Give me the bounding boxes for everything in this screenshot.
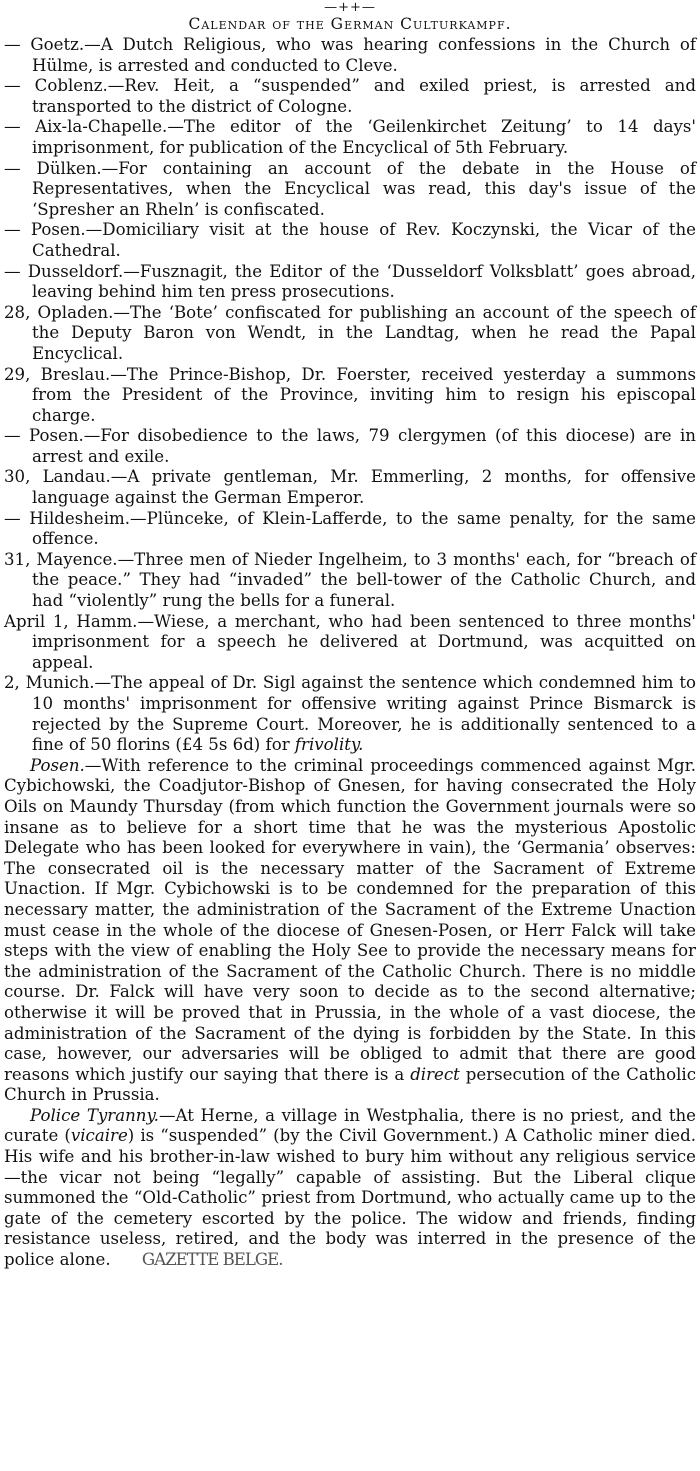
article-paragraph-police-tyranny: [4, 1106, 696, 1271]
paragraph-lead: Posen.: [30, 755, 85, 775]
calendar-entry: — Coblenz.—Rev. Heit, a “suspended” and exiled priest, is arrested and transported to the district of Cologne.: [4, 76, 696, 116]
paragraph-text-after: persecution of the Catholic Church in Prussia.: [4, 1064, 697, 1105]
italic-word: frivolity.: [294, 735, 364, 755]
paragraph-lead: Police Tyranny.: [30, 1105, 159, 1125]
calendar-entry: — Goetz.—A Dutch Religious, who was hearing confessions in the Church of Hülme, is arrested and conducted to Cleve.: [4, 35, 696, 75]
calendar-entry: — Aix-la-Chapelle.—The editor of the ‘Geilenkirchet Zeitung’ to 14 days' imprisonment, for publication of the Encyclical of 5th February.: [4, 117, 696, 157]
header-ornament: —++—: [324, 0, 376, 15]
calendar-entry: — Hildesheim.—Plünceke, of Klein-Lafferde, to the same penalty, for the same offence.: [4, 508, 696, 549]
calendar-entries: [4, 35, 696, 756]
calendar-entry: — Posen.—For disobedience to the laws, 79 clergymen (of this diocese) are in arrest and exile.: [4, 426, 696, 466]
calendar-entry: — Dusseldorf.—Fusznagit, the Editor of the ‘Dusseldorf Volksblatt’ goes abroad, leaving behind him ten press prosecutions.: [4, 261, 696, 302]
calendar-entry: 31, Mayence.—Three men of Nieder Ingelheim, to 3 months' each, for “breach of the peace.” They had “invaded” the bell-tower of the Catholic Church, and had “violently” rung the bells for a funeral.: [4, 549, 696, 611]
calendar-entry: — Posen.—Domiciliary visit at the house of Rev. Koczynski, the Vicar of the Cathedral.: [4, 220, 696, 260]
paragraph-text: —With reference to the criminal proceedings commenced against Mgr. Cybichowski, the Coadjutor-Bishop of Gnesen, for having consecrated the Holy Oils on Maundy Thursday (from which function the Government journals were so insane as to believe for a short time that he was the mysterious Apostolic Delegate who has been looked for everywhere in vain), the ‘Germania’ observes: The consecrated oil is the necessary matter of the Sacrament of Extreme Unaction. If Mgr. Cybichowski is to be condemned for the preparation of this necessary matter, the administration of the Sacrament of the Extreme Unaction must cease in the whole of the diocese of Gnesen-Posen, or Herr Falck will take steps with the view of enabling the Holy See to provide the necessary means for the administration of the Sacrament of the Catholic Church. There is no middle course. Dr. Falck will have very soon to decide as to the second alternative; otherwise it will be proved that in Prussia, in the whole of a vast diocese, the administration of the Sacrament of the dying is forbidden by the State. In this case, however, our adversaries will be obliged to admit that there are good reasons which justify our saying that there is a: [4, 755, 696, 1084]
paragraph-text: —At Herne, a village in Westphalia, there is no priest, and the curate (: [4, 1105, 696, 1146]
calendar-entry: 29, Breslau.—The Prince-Bishop, Dr. Foerster, received yesterday a summons from the President of the Province, inviting him to resign his episcopal charge.: [4, 364, 696, 425]
paragraph-text-after: ) is “suspended” (by the Civil Government.) A Catholic miner died. His wife and his brother-in-law wished to bury him without any religious service—the vicar not being “legally” capable of assisting. But the Liberal clique summoned the “Old-Catholic” priest from Dortmund, who actually came up to the gate of the cemetery escorted by the police. The widow and friends, finding resistance useless, retired, and the body was interred in the presence of the police alone.: [4, 1126, 696, 1270]
calendar-entry: [4, 673, 696, 755]
italic-word: vicaire: [70, 1126, 128, 1146]
entry-text: 2, Munich.—The appeal of Dr. Sigl against the sentence which condemned him to 10 months' imprisonment for offensive writing against Prince Bismarck is rejected by the Supreme Court. Moreover, he is additionally sentenced to a fine of 50 florins (£4 5s 6d) for: [4, 673, 696, 755]
page-title: Calendar of the German Culturkampf.: [188, 15, 512, 33]
calendar-entry: April 1, Hamm.—Wiese, a merchant, who had been sentenced to three months' imprisonment for a speech he delivered at Dortmund, was acquitted on appeal.: [4, 611, 696, 672]
calendar-entry: — Dülken.—For containing an account of the debate in the House of Representatives, when the Encyclical was read, this day's issue of the ‘Spresher an Rheln’ is confiscated.: [4, 158, 696, 219]
calendar-entry: 28, Opladen.—The ‘Bote’ confiscated for publishing an account of the speech of the Deputy Baron von Wendt, in the Landtag, when he read the Papal Encyclical.: [4, 302, 696, 363]
calendar-entry: 30, Landau.—A private gentleman, Mr. Emmerling, 2 months, for offensive language against the German Emperor.: [4, 467, 696, 508]
article-paragraph-posen: [4, 756, 696, 1106]
italic-word: direct: [410, 1064, 460, 1084]
source-credit: GAZETTE BELGE.: [141, 1250, 283, 1270]
